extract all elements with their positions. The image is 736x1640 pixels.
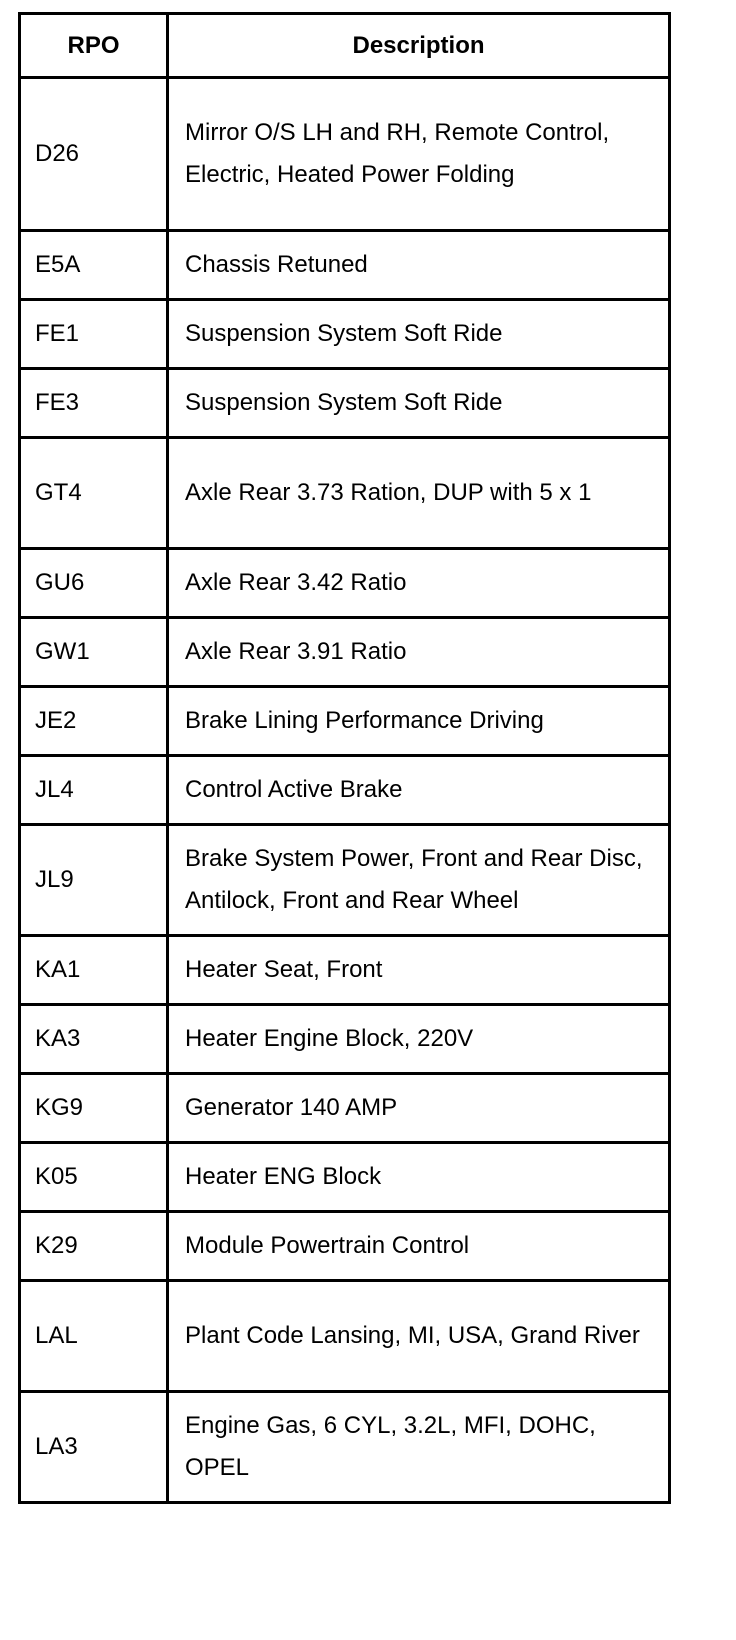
rpo-code-cell: D26 [20,78,168,231]
description-cell: Brake System Power, Front and Rear Disc, Antilock, Front and Rear Wheel [168,825,670,936]
description-cell: Axle Rear 3.42 Ratio [168,549,670,618]
description-column-header: Description [168,14,670,78]
description-cell: Axle Rear 3.73 Ration, DUP with 5 x 1 [168,438,670,549]
rpo-code-cell: JE2 [20,687,168,756]
rpo-code-cell: FE1 [20,300,168,369]
table-row [20,438,670,549]
rpo-code-cell: JL4 [20,756,168,825]
rpo-code-cell: KA1 [20,936,168,1005]
rpo-code-cell: LAL [20,1281,168,1392]
table-row [20,687,670,756]
rpo-table-container [18,12,668,1504]
description-cell: Heater ENG Block [168,1143,670,1212]
rpo-code-cell: GU6 [20,549,168,618]
rpo-code-cell: LA3 [20,1392,168,1503]
table-row [20,78,670,231]
table-row [20,936,670,1005]
description-cell: Module Powertrain Control [168,1212,670,1281]
table-row [20,300,670,369]
rpo-table [18,12,671,1504]
table-body [20,78,670,1503]
description-cell: Engine Gas, 6 CYL, 3.2L, MFI, DOHC, OPEL [168,1392,670,1503]
table-row [20,825,670,936]
table-row [20,549,670,618]
description-cell: Suspension System Soft Ride [168,300,670,369]
description-cell: Plant Code Lansing, MI, USA, Grand River [168,1281,670,1392]
rpo-code-cell: K05 [20,1143,168,1212]
table-row [20,1005,670,1074]
rpo-column-header: RPO [20,14,168,78]
description-cell: Heater Engine Block, 220V [168,1005,670,1074]
rpo-code-cell: GT4 [20,438,168,549]
rpo-code-cell: GW1 [20,618,168,687]
rpo-code-cell: E5A [20,231,168,300]
rpo-code-cell: KA3 [20,1005,168,1074]
table-row [20,618,670,687]
table-row [20,231,670,300]
table-row [20,369,670,438]
table-row [20,1212,670,1281]
description-cell: Chassis Retuned [168,231,670,300]
table-row [20,1392,670,1503]
description-cell: Brake Lining Performance Driving [168,687,670,756]
rpo-code-cell: JL9 [20,825,168,936]
table-row [20,1074,670,1143]
rpo-code-cell: K29 [20,1212,168,1281]
description-cell: Axle Rear 3.91 Ratio [168,618,670,687]
description-cell: Mirror O/S LH and RH, Remote Control, Electric, Heated Power Folding [168,78,670,231]
description-cell: Control Active Brake [168,756,670,825]
description-cell: Generator 140 AMP [168,1074,670,1143]
rpo-code-cell: FE3 [20,369,168,438]
table-row [20,1281,670,1392]
table-row [20,1143,670,1212]
rpo-code-cell: KG9 [20,1074,168,1143]
description-cell: Heater Seat, Front [168,936,670,1005]
table-row [20,756,670,825]
description-cell: Suspension System Soft Ride [168,369,670,438]
table-header-row [20,14,670,78]
